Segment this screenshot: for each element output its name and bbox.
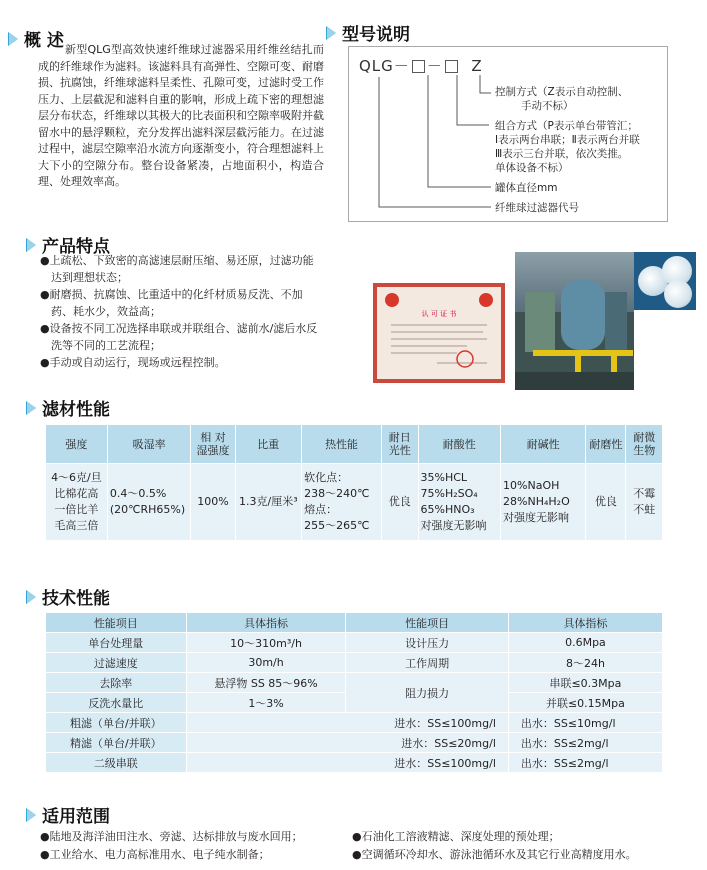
model-desc-control [495,85,628,113]
table-header: 耐磨性 [586,425,626,464]
table-row [46,653,663,673]
table-cell: 优良 [586,464,626,541]
table-cell: 工作周期 [346,653,508,673]
scope-title: 适用范围 [42,807,110,827]
table-header: 比重 [235,425,302,464]
table-cell: 阻力损力 [346,673,508,713]
heading-arrow-icon [27,239,36,251]
table-cell: 35%HCL 75%H₂SO₄ 65%HNO₃ 对强度无影响 [418,464,501,541]
features-list [40,252,322,371]
feature-item: ●设备按不同工况选择串联或并联组合、滤前水/滤后水反洗等不同的工艺流程； [40,322,318,352]
table-row [46,713,663,733]
model-prefix: QLG [359,57,394,75]
table-cell: 4～6克/旦 比棉花高 一倍比羊 毛高三倍 [46,464,108,541]
table-header: 具体指标 [186,613,346,633]
table-cell: 串联≤0.3Mpa [508,673,662,693]
factory-photo [515,252,634,390]
certificate-title: 认 可 证 书 [421,310,457,318]
table-header: 性能项目 [346,613,508,633]
table-header: 具体指标 [508,613,662,633]
table-cell: 进水：SS≤100mg/l [186,753,508,773]
table-header-row [46,425,663,464]
overview-text: 新型QLG型高效快速纤维球过滤器采用纤维丝结扎而成的纤维球作为滤料。该滤料具有高弹性、空隙可变、耐磨损、抗腐蚀，纤维球滤料呈柔性、孔隙可变，过滤时受工作压力、上层截泥和滤料自重的影响，形成上疏下密的理想滤层分布状态，纤维球以其极大的比表面积和空隙率吸附并截留水中的悬浮颗粒，充分发挥出滤料深层截污能力。在过滤过程中，滤层空隙率沿水流方向逐渐变小，符合理想滤料上大下小的空隙分布。整台设备紧凑，占地面积小，构造合理、处理效率高。 [38,43,324,188]
table-cell: 精滤（单台/并联） [46,733,187,753]
table-cell: 进水：SS≤100mg/l [186,713,508,733]
model-desc-combination [495,119,640,175]
emblem-icon [479,293,493,307]
table-header: 吸湿率 [107,425,191,464]
table-cell: 反洗水量比 [46,693,187,713]
model-suffix: Z [471,57,483,75]
material-heading [26,395,110,420]
desc-line: Ⅲ表示三台并联，依次类推。 [495,148,629,160]
heading-arrow-icon [327,27,336,39]
desc-line: Ⅰ表示两台串联；Ⅱ表示两台并联 [495,134,640,146]
table-cell: 软化点： 238～240℃ 熔点： 255～265℃ [302,464,382,541]
desc-line: 单体设备不标） [495,162,569,174]
scope-item: ●工业给水、电力高标准用水、电子纯水制备； [40,848,270,861]
table-cell: 出水：SS≤10mg/l [508,713,662,733]
table-cell: 8～24h [508,653,662,673]
scope-item: ●石油化工溶液精滤、深度处理的预处理； [352,830,560,843]
table-header: 热性能 [302,425,382,464]
desc-line: 手动不标） [521,100,574,112]
fiber-ball [664,280,692,308]
table-cell: 设计压力 [346,633,508,653]
factory-equipment-drawing [515,252,634,390]
desc-line: 组合方式（P表示单台带管汇； [495,120,638,132]
certificate-image [373,283,505,383]
model-dash: － [393,57,410,75]
model-title: 型号说明 [342,25,410,45]
model-heading [326,20,410,45]
table-header: 相 对 湿强度 [191,425,235,464]
table-cell: 出水：SS≤2mg/l [508,753,662,773]
tech-table [45,612,663,773]
table-cell: 出水：SS≤2mg/l [508,733,662,753]
table-row [46,673,663,693]
model-dash: － [426,57,443,75]
table-cell: 悬浮物 SS 85～96% [186,673,346,693]
table-row [46,753,663,773]
overview-title: 概 述 [24,31,64,51]
table-cell: 10～310m³/h [186,633,346,653]
desc-line: 控制方式（Z表示自动控制、 [495,86,629,98]
table-cell: 0.6Mpa [508,633,662,653]
features-title: 产品特点 [42,237,110,257]
tech-title: 技术性能 [42,589,110,609]
model-box [348,46,668,222]
table-header: 性能项目 [46,613,187,633]
table-header: 耐碱性 [501,425,586,464]
table-cell: 粗滤（单台/并联） [46,713,187,733]
table-cell: 过滤速度 [46,653,187,673]
scope-heading [26,802,110,827]
heading-arrow-icon [27,809,36,821]
table-row [46,733,663,753]
heading-arrow-icon [27,402,36,414]
table-cell: 1～3% [186,693,346,713]
table-cell: 10%NaOH 28%NH₄H₂O 对强度无影响 [501,464,586,541]
scope-item: ●陆地及海洋油田注水、旁滤、达标排放与废水回用； [40,830,303,843]
table-cell: 30m/h [186,653,346,673]
material-title: 滤材性能 [42,400,110,420]
fiber-ball-photo [634,252,696,310]
model-desc-code: 纤维球过滤器代号 [495,202,579,214]
table-header: 耐微 生物 [626,425,663,464]
feature-item: ●手动或自动运行，现场或远程控制。 [40,356,226,369]
table-cell: 不霉 不蛀 [626,464,663,541]
feature-item: ●耐磨损、抗腐蚀、比重适中的化纤材质易反洗、不加药、耗水少，效益高； [40,288,303,318]
heading-arrow-icon [9,33,18,45]
material-table [45,424,663,541]
table-cell: 单台处理量 [46,633,187,653]
table-header: 耐日 光性 [382,425,418,464]
table-cell: 并联≤0.15Mpa [508,693,662,713]
tech-heading [26,584,110,609]
table-header-row [46,613,663,633]
table-cell: 1.3克/厘米³ [235,464,302,541]
scope-item: ●空调循环冷却水、游泳池循环水及其它行业高精度用水。 [352,848,637,861]
emblem-icon [385,293,399,307]
table-cell: 去除率 [46,673,187,693]
table-header: 耐酸性 [418,425,501,464]
table-row [46,464,663,541]
feature-item: ●上疏松、下致密的高滤速层耐压缩、易还原，过滤功能达到理想状态； [40,254,314,284]
table-cell: 优良 [382,464,418,541]
table-cell: 100% [191,464,235,541]
model-desc-diameter: 罐体直径mm [495,182,558,194]
heading-arrow-icon [27,591,36,603]
table-cell: 二级串联 [46,753,187,773]
table-cell: 0.4～0.5% (20℃RH65%) [107,464,191,541]
table-header: 强度 [46,425,108,464]
table-row [46,633,663,653]
certificate-text-lines [387,321,491,371]
table-cell: 进水：SS≤20mg/l [186,733,508,753]
